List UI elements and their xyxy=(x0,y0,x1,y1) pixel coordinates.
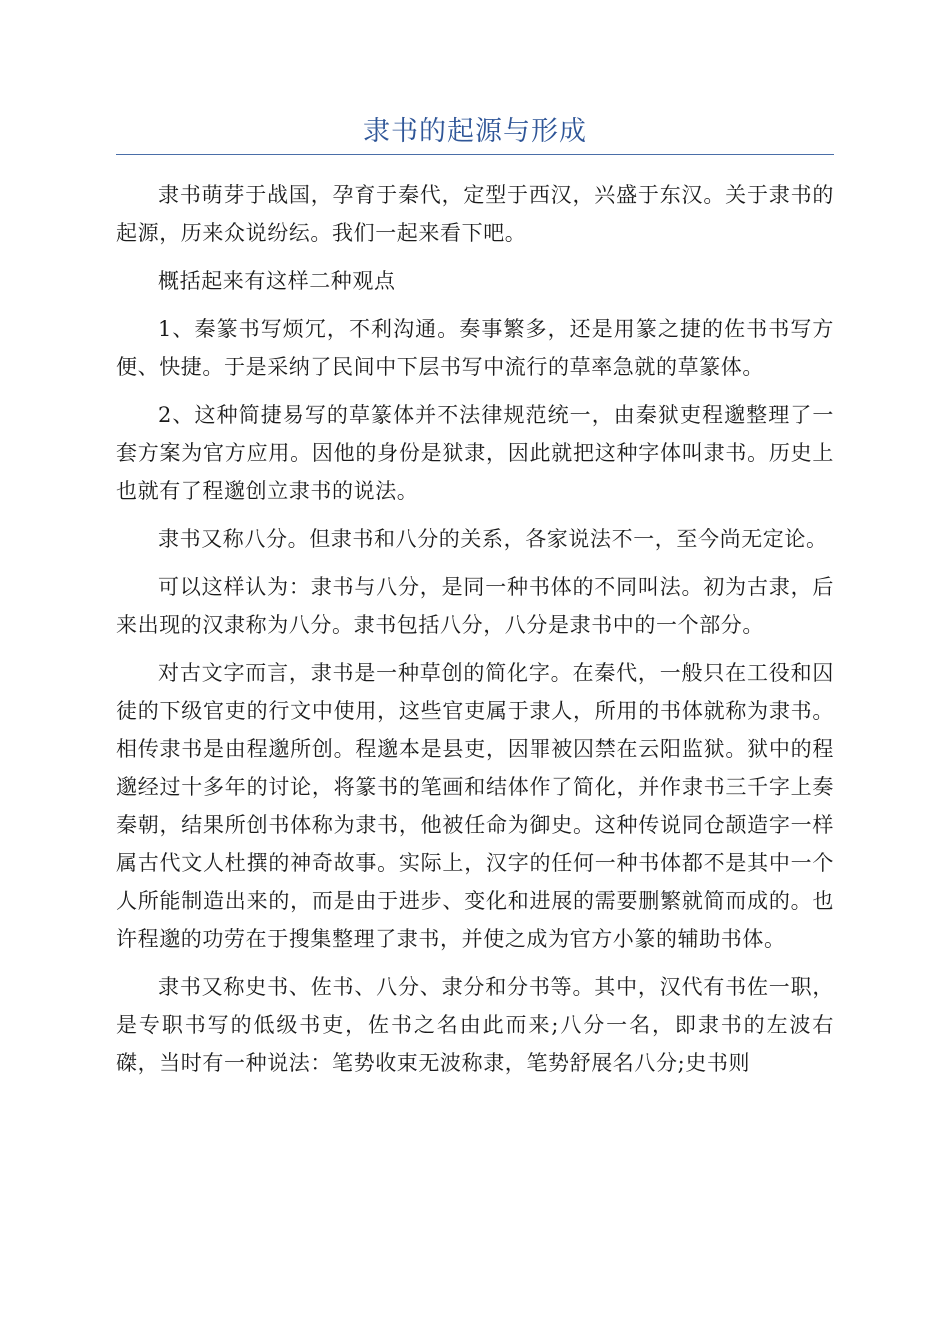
document-body xyxy=(116,176,834,1092)
document-title: 隶书的起源与形成 xyxy=(363,116,587,147)
paragraph-summary: 概括起来有这样二种观点 xyxy=(158,269,396,293)
paragraph-history: 对古文字而言，隶书是一种草创的简化字。在秦代，一般只在工役和囚徒的下级官吏的行文中使用，这些官吏属于隶人，所用的书体就称为隶书。相传隶书是由程邈所创。程邈本是县吏，因罪被囚禁在云阳监狱。狱中的程邈经过十多年的讨论，将篆书的笔画和结体作了简化，并作隶书三千字上奏秦朝，结果所创书体称为隶书，他被任命为御史。这种传说同仓颉造字一样属古代文人杜撰的神奇故事。实际上，汉字的任何一种书体都不是其中一个人所能制造出来的，而是由于进步、变化和进展的需要删繁就简而成的。也许程邈的功劳在于搜集整理了隶书，并使之成为官方小篆的辅助书体。 xyxy=(116,661,834,951)
paragraph-view: 可以这样认为：隶书与八分，是同一种书体的不同叫法。初为古隶，后来出现的汉隶称为八分。隶书包括八分，八分是隶书中的一个部分。 xyxy=(116,575,834,637)
paragraph-point-2: 2、这种简捷易写的草篆体并不法律规范统一，由秦狱吏程邈整理了一套方案为官方应用。因他的身份是狱隶，因此就把这种字体叫隶书。历史上也就有了程邈创立隶书的说法。 xyxy=(116,403,834,503)
paragraph-names: 隶书又称史书、佐书、八分、隶分和分书等。其中，汉代有书佐一职，是专职书写的低级书吏，佐书之名由此而来;八分一名，即隶书的左波右磔，当时有一种说法：笔势收束无波称隶，笔势舒展名八分;史书则 xyxy=(116,975,834,1075)
paragraph-bafen: 隶书又称八分。但隶书和八分的关系，各家说法不一，至今尚无定论。 xyxy=(158,527,828,551)
title-underline xyxy=(116,154,834,155)
paragraph-intro: 隶书萌芽于战国，孕育于秦代，定型于西汉，兴盛于东汉。关于隶书的起源，历来众说纷纭。我们一起来看下吧。 xyxy=(116,183,834,245)
paragraph-point-1: 1、秦篆书写烦冗，不利沟通。奏事繁多，还是用篆之捷的佐书书写方便、快捷。于是采纳了民间中下层书写中流行的草率急就的草篆体。 xyxy=(116,317,834,379)
